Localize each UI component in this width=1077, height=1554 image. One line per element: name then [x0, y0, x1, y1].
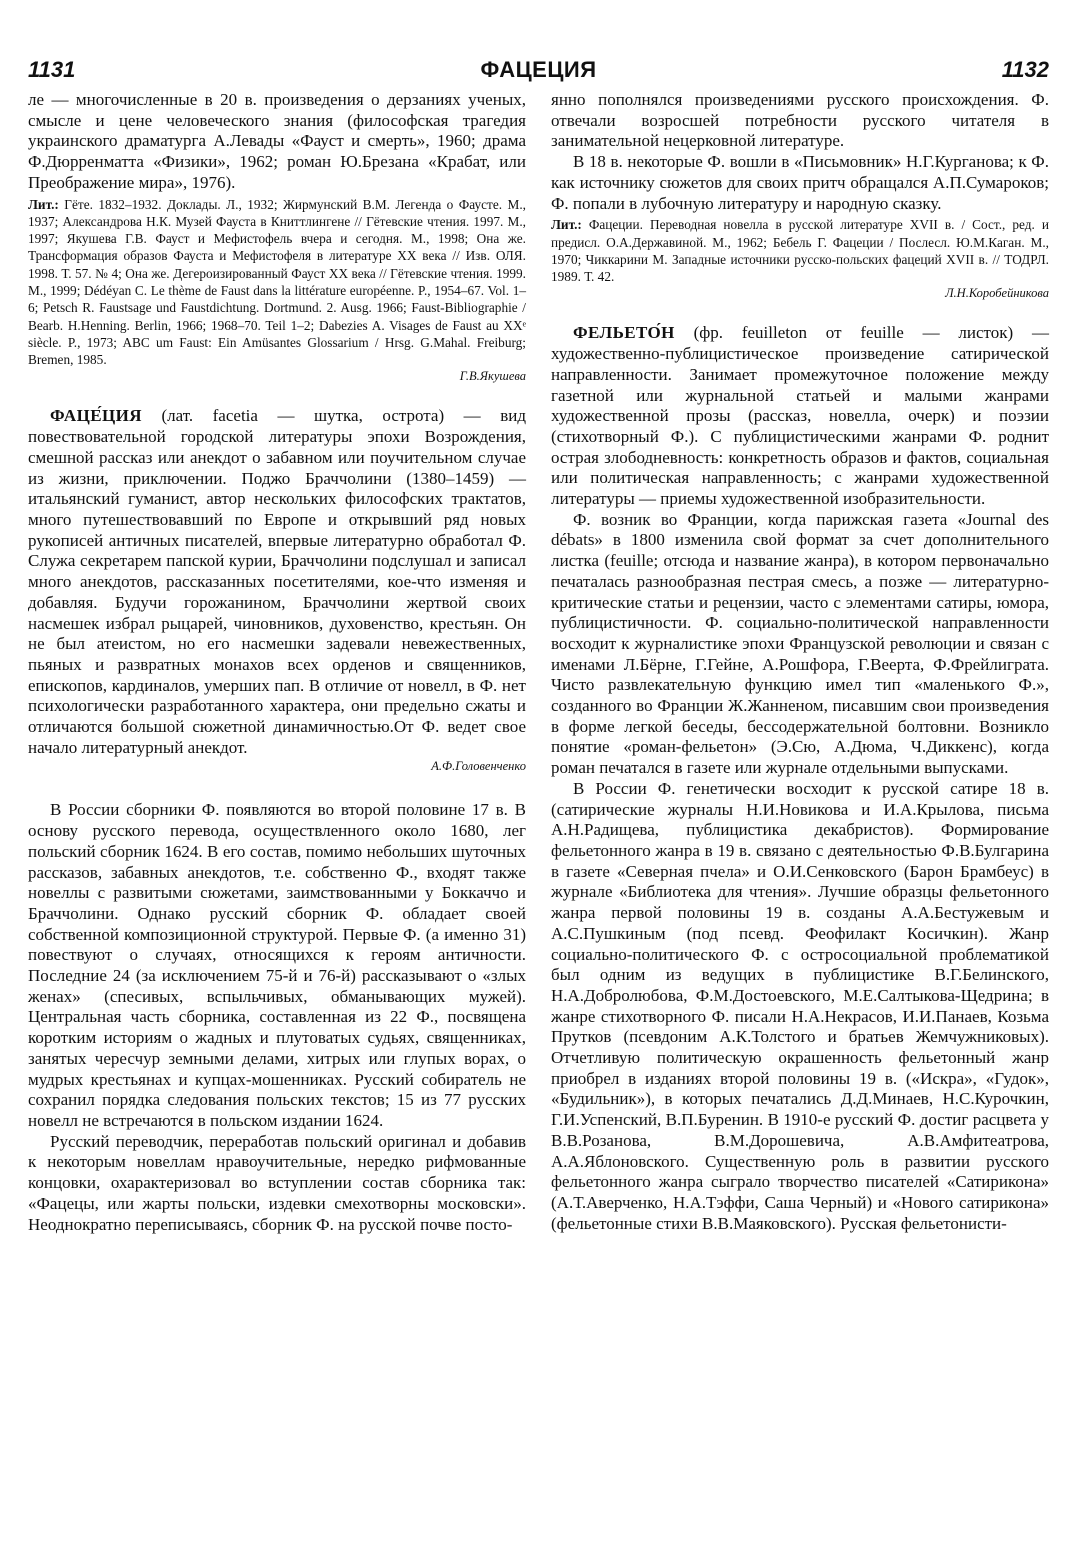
faust-literature-text: Гёте. 1832–1932. Доклады. Л., 1932; Жирмунский В.М. Легенда о Фаусте. М., 1937; Александрова Н.К. Музей Фауста в Книттлингене // Гётевские чтения. 1997. М., 1997; Якушева Г.В. Фауст и Мефистофель вчера и сегодня. М., 1998; Она же. Трансформация образов Фауста и Мефистофеля в литературе XX века // Изв. ОЛЯ. 1998. Т. 57. № 4; Она же. Дегероизированный Фауст XX века // Гётевские чтения. 1999. М., 1999; Dédéyan C. Le thème de Faust dans la littérature européenne. P., 1954–67. Vol. 1–6; Petsch R. Faustsage und Faustdichtung. Dortmund. 2. Ausg. 1966; Faust-Bibliographie / Bearb. H.Henning. Berlin, 1966; 1968–70. Teil 1–2; Dabezies A. Visages de Faust au XXᵉ siècle. P., 1973; ABC um Faust: Ein Amüsantes Glossarium / Hrsg. G.Mahal. Freiburg; Bremen, 1985.: [28, 196, 526, 368]
facetia-18th-century-paragraph: В 18 в. некоторые Ф. вошли в «Письмовник» Н.Г.Курганова; к Ф. как источнику сюжетов для своих притч обращался А.П.Сумароков; Ф. попали в лубочную литературу и народную сказку.: [551, 152, 1049, 213]
facetia-literature-label: Лит.:: [551, 217, 582, 233]
faust-signature: Г.В.Якушева: [459, 369, 526, 384]
left-column: [28, 90, 526, 1235]
faust-article-tail: ле — многочисленные в 20 в. произведения о дерзаниях ученых, смысле и цене человеческого знания (философская трагедия украинского драматурга А.Левады «Фауст и смерть», 1960; драма Ф.Дюрренматта «Физики», 1962; роман Ю.Брезана «Крабат, или Преображение мира», 1976).: [28, 90, 526, 192]
page-number-right: 1132: [1001, 57, 1049, 82]
feuilleton-headword: ФЕЛЬЕТО́Н: [573, 323, 675, 343]
facetia-definition: (лат. facetia — шутка, острота) — вид повествовательной городской литературы эпохи Возрождения, смешной рассказ или анекдот о забавном или поучительном случае из жизни, приключении. Поджо Браччолини (1380–1459) — итальянский гуманист, автор нескольких философских трактатов, много путешествовавший по Европе и открывший ряд новых рукописей античных писателей, впервые литературно обработал Ф. Служа секретарем папской курии, Браччолини подслушал и записал много анекдотов, рассказанных посетителями, кое-что изменяя и добавляя. Будучи горожанином, Браччолини жертвой своих насмешек избрал рыцарей, чиновников, духовенство, крестьян. Он не был атеистом, но его насмешки задевали невежественных, пьяных и развратных монахов всех орденов и священников, епископов, кардиналов, умерших пап. В отличие от новелл, в Ф. нет психологически разработанного характера, они предельно сжаты и отличаются большой сюжетной динамичностью.От Ф. ведет свое начало литературный анекдот.: [28, 406, 526, 757]
facetia-tail: янно пополнялся произведениями русского происхождения. Ф. отвечали возросшей потребности русского читателя в занимательной нецерковной литературе.: [551, 90, 1049, 151]
faust-literature-label: Лит.:: [28, 196, 59, 212]
facetia-literature: [551, 216, 1049, 301]
feuilleton-entry: [551, 323, 1049, 509]
right-column: [551, 90, 1049, 1234]
facetia-literature-text: Фацеции. Переводная новелла в русской литературе XVII в. / Сост., ред. и предисл. О.А.Державиной. М., 1962; Бебель Г. Фацеции / Послесл. Ю.М.Каган. М., 1970; Чиккарини М. Западные источники русско-польских фацеций XVII в. // ТОДРЛ. 1989. Т. 42.: [551, 217, 1049, 285]
facetia-translator-paragraph: Русский переводчик, переработав польский оригинал и добавив к некоторым новеллам нравоучительные, нередко рифмованные концовки, охарактеризовал во вступлении состав сборника так: «Фацецы, или жарты польски, издевки смехотворны московски». Неоднократно переписываясь, сборник Ф. на русской почве посто-: [28, 1131, 526, 1234]
running-title: ФАЦЕЦИЯ: [480, 57, 597, 82]
faust-literature: [28, 196, 526, 385]
facetia-entry: [28, 406, 526, 758]
facetia-signature-1: А.Ф.Головенченко: [431, 759, 526, 774]
facetia-headword: ФАЦЕ́ЦИЯ: [50, 406, 142, 426]
feuilleton-definition: (фр. feuilleton от feuille — листок) — художественно-публицистическое произведение сатирической направленности. Занимает промежуточное положение между газетной или журнальной статьей и малыми жанрами художественной прозы (рассказ, новелла, очерк) и поэзии (стихотворный Ф.). С публицистическими жанрами Ф. роднит острая злободневность: конкретность образов и фактов, социальная или политическая направленность; с жанрами художественной литературы — приемы художественной изобразительности.: [551, 323, 1049, 509]
feuilleton-france-paragraph: Ф. возник во Франции, когда парижская газета «Journal des débats» в 1800 изменила свой формат за счет дополнительного листка (feuille; отсюда и название жанра), в котором первоначально печаталась разнообразная пестрая смесь, а позже — литературно-критические статьи и рецензии, часто с элементами сатиры, юмора, публицистичности. Ф. социально-политической направленности восходит к журналистике эпохи Французской революции и связан с именами Л.Бёрне, Г.Гейне, А.Рошфора, Г.Веерта, Ф.Фрейлиграта. Чисто развлекательную функцию имел тип «маленького Ф.», созданного во Франции Ж.Жанненом, писавшим свои произведения в форме легкой беседы, бессодержательной болтовни. Возникло понятие «роман-фельетон» (Э.Сю, А.Дюма, Ч.Диккенс), когда роман печатался в газете или журнале отдельными выпусками.: [551, 509, 1049, 778]
page-header: [28, 52, 1049, 88]
facetia-signature-2: Л.Н.Коробейникова: [945, 286, 1049, 301]
facetia-russia-paragraph: В России сборники Ф. появляются во второй половине 17 в. В основу русского перевода, осуществленного около 1680, лег польский сборник 1624. В его состав, помимо небольших шуточных рассказов, забавных анекдотов, т.е. собственно Ф., входят также новеллы с развитыми сюжетами, заимствованными у Боккаччо и Браччолини. Однако русский сборник Ф. обладает своей собственной композиционной структурой. Первые Ф. (а именно 31) повествуют о случаях, относящихся к героям античности. Последние 24 (за исключением 75-й и 76-й) рассказывают о «злых женах» (спесивых, вспыльчивых, обманывающих мужей). Центральная часть сборника, составленная из 22 Ф., посвящена коротким историям о жадных и плутоватых судьях, священниках, занятых чересчур земными делами, хитрых или глупых ворах, о мудрых крестьянах и купцах-мошенниках. Русский собиратель не сохранил порядка следования польских текстов; 15 из 77 русских новелл не встречаются в польском издании 1624.: [28, 800, 526, 1130]
page-number-left: 1131: [28, 57, 76, 82]
feuilleton-russia-paragraph: В России Ф. генетически восходит к русской сатире 18 в. (сатирические журналы Н.И.Новикова и И.А.Крылова, письма А.Н.Радищева, публицистика декабристов). Формирование фельетонного жанра в 19 в. связано с деятельностью Ф.В.Булгарина в газете «Северная пчела» и О.И.Сенковского (Барон Брамбеус) в журнале «Библиотека для чтения». Лучшие образцы фельетонного жанра первой половины 19 в. созданы А.А.Бестужевым и А.С.Пушкиным (под псевд. Феофилакт Косичкин). Жанр социально-политического Ф. с остросоциальной проблематикой был одним из ведущих в публицистике В.Г.Белинского, Н.А.Добролюбова, Ф.М.Достоевского, М.Е.Салтыкова-Щедрина; в жанре стихотворного Ф. писали Н.А.Некрасов, И.И.Панаев, Козьма Прутков (псевдоним А.К.Толстого и братьев Жемчужниковых). Отчетливую политическую окрашенность фельетонный жанр приобрел в изданиях второй половины 19 в. («Искра», «Гудок», «Будильник»), в которых печатались Д.Д.Минаев, Н.С.Курочкин, Г.И.Успенский, В.П.Буренин. В 1910-е русский Ф. достиг расцвета у В.В.Розанова, В.М.Дорошевича, А.В.Амфитеатрова, А.А.Яблоновского. Существенную роль в развитии русского фельетонного жанра сыграло творчество писателей «Сатирикона» (А.Т.Аверченко, Н.А.Тэффи, Саша Черный) и «Нового сатирикона» (фельетонные стихи В.В.Маяковского). Русская фельетонисти-: [551, 778, 1049, 1233]
